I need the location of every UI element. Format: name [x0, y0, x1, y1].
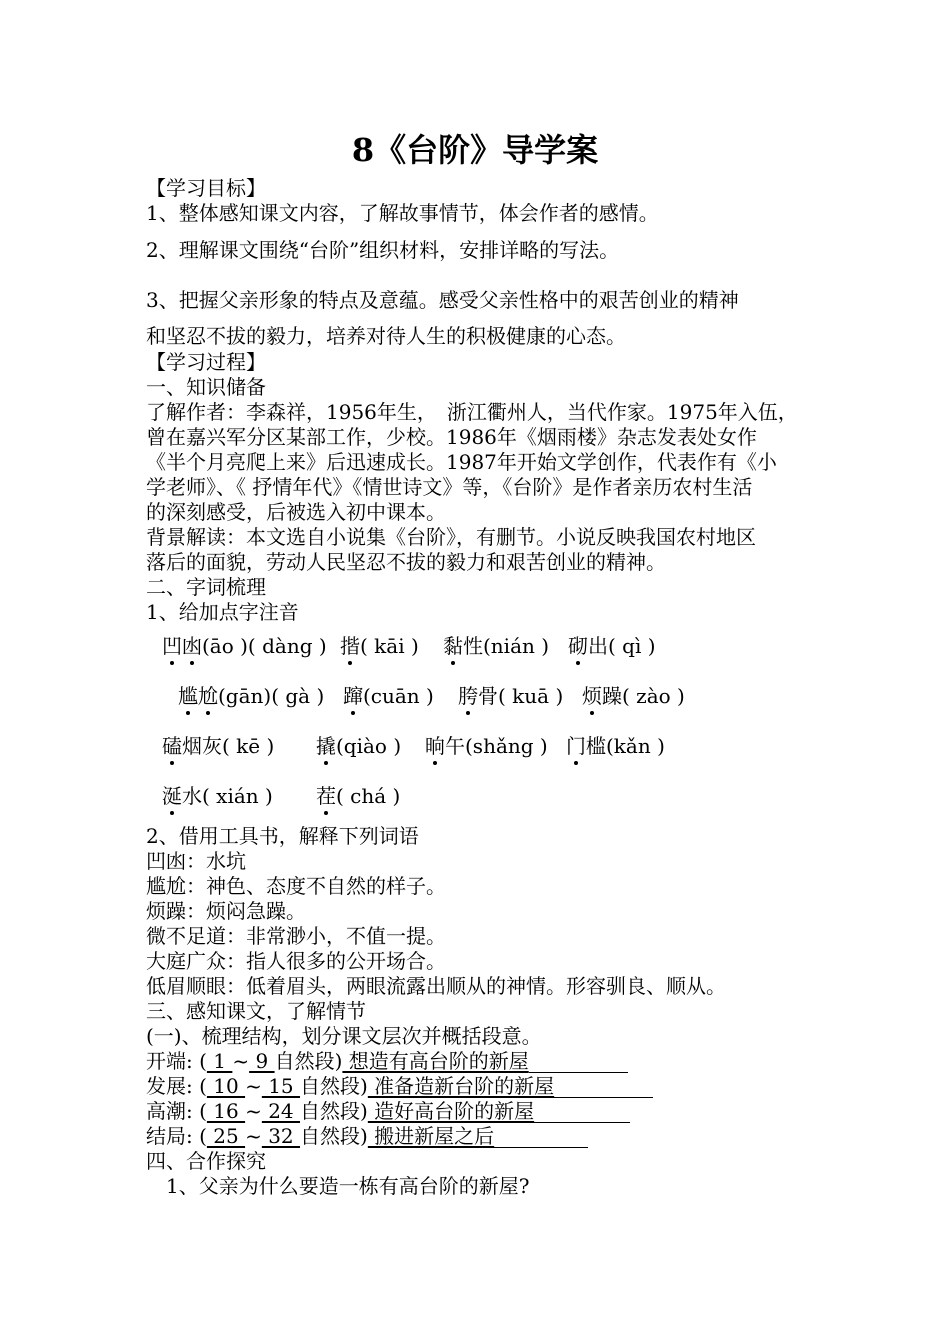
dotted-character: 凹 — [162, 634, 182, 658]
word-definition: 低眉顺眼：低着眉头，两眼流露出顺从的神情。形容驯良、顺从。 — [146, 974, 726, 998]
goals-heading: 【学习目标】 — [146, 176, 266, 200]
pinyin-answer: (cuān ) — [363, 684, 434, 708]
pinyin-item — [316, 783, 400, 809]
pinyin-answer: (shǎng ) — [465, 734, 548, 758]
goal-item: 2、理解课文围绕“台阶”组织材料，安排详略的写法。 — [146, 238, 620, 262]
pinyin-item — [566, 733, 665, 759]
question-1: 1、父亲为什么要造一栋有高台阶的新屋? — [166, 1174, 530, 1198]
pinyin-answer: ( kē ) — [222, 734, 275, 758]
paragraph-unit: 自然段) — [300, 1124, 368, 1148]
word-character: 出 — [588, 634, 608, 658]
word-definition: 大庭广众：指人很多的公开场合。 — [146, 949, 446, 973]
word-character: 水 — [182, 784, 202, 808]
pinyin-answer: (kǎn ) — [606, 734, 665, 758]
pinyin-item — [425, 733, 548, 759]
pinyin-answer: ( kuā ) — [498, 684, 564, 708]
answer-blank-line — [534, 1102, 629, 1123]
process-heading: 【学习过程】 — [146, 350, 266, 374]
structure-heading: (一)、梳理结构，划分课文层次并概括段意。 — [146, 1024, 542, 1048]
pinyin-item — [458, 683, 563, 709]
word-definition: 凹凼：水坑 — [146, 849, 246, 873]
author-line: 《半个月亮爬上来》后迅速成长。1987年开始文学创作，代表作有《小 — [146, 450, 777, 474]
pinyin-item — [316, 733, 401, 759]
dotted-character: 尴 — [178, 684, 198, 708]
paragraph-from: 25 — [206, 1124, 246, 1148]
structure-label: 结局: ( — [146, 1124, 207, 1148]
word-character: 凼 — [182, 634, 202, 658]
pinyin-item — [443, 633, 549, 659]
word-definition: 烦躁：烦闷急躁。 — [146, 899, 306, 923]
dotted-character: 烦 — [582, 684, 602, 708]
answer-blank-line — [494, 1127, 588, 1148]
paragraph-from: 1 — [206, 1049, 233, 1073]
author-line: 的深刻感受，后被选入初中课本。 — [146, 500, 446, 524]
paragraph-to: 15 — [261, 1074, 301, 1098]
paragraph-to: 32 — [261, 1124, 301, 1148]
goal-item: 1、整体感知课文内容，了解故事情节，体会作者的感情。 — [146, 201, 659, 225]
pinyin-answer: (āo )( dàng ) — [202, 634, 327, 658]
pinyin-item — [162, 633, 327, 659]
dotted-character: 涎 — [162, 784, 182, 808]
dotted-character: 磕 — [162, 734, 182, 758]
pinyin-item — [162, 783, 273, 809]
word-character: 性 — [463, 634, 483, 658]
pinyin-answer: (qiào ) — [336, 734, 402, 758]
section-summary: 搬进新屋之后 — [367, 1124, 495, 1148]
pinyin-answer: ( chá ) — [336, 784, 401, 808]
dotted-character: 黏 — [443, 634, 463, 658]
goal-item: 3、把握父亲形象的特点及意蕴。感受父亲性格中的艰苦创业的精神 — [146, 288, 739, 312]
section-heading-3: 三、感知课文，了解情节 — [146, 999, 366, 1023]
dotted-character: 蹿 — [343, 684, 363, 708]
word-definition: 尴尬：神色、态度不自然的样子。 — [146, 874, 446, 898]
paragraph-from: 10 — [206, 1074, 246, 1098]
range-tilde: ~ — [245, 1074, 262, 1098]
pinyin-answer: (nián ) — [483, 634, 550, 658]
range-tilde: ~ — [245, 1124, 262, 1148]
pinyin-item — [568, 633, 656, 659]
paragraph-to: 24 — [261, 1099, 301, 1123]
word-character: 槛 — [586, 734, 606, 758]
structure-label: 高潮: ( — [146, 1099, 207, 1123]
range-tilde: ~ — [232, 1049, 250, 1073]
structure-label: 开端: ( — [146, 1049, 207, 1073]
pinyin-answer: (gān)( gà ) — [218, 684, 325, 708]
pinyin-answer: ( zào ) — [622, 684, 685, 708]
paragraph-from: 16 — [206, 1099, 246, 1123]
dotted-character: 胯 — [458, 684, 478, 708]
pinyin-item — [340, 633, 419, 659]
section-heading-2: 二、字词梳理 — [146, 575, 266, 599]
author-line: 了解作者：李森祥，1956年生， 浙江衢州人，当代作家。1975年入伍， — [146, 400, 798, 424]
paragraph-unit: 自然段) — [300, 1099, 368, 1123]
word-character: 尬 — [198, 684, 218, 708]
word-character: 骨 — [478, 684, 498, 708]
dotted-character: 撬 — [316, 734, 336, 758]
pinyin-answer: ( xián ) — [202, 784, 273, 808]
words-heading: 2、借用工具书，解释下列词语 — [146, 824, 419, 848]
pinyin-heading: 1、给加点字注音 — [146, 600, 299, 624]
structure-row — [146, 1124, 588, 1148]
author-line: 学老师》、《 抒情年代》《情世诗文》等，《台阶》是作者亲历农村生活 — [146, 475, 753, 499]
structure-label: 发展: ( — [146, 1074, 207, 1098]
dotted-character: 门 — [566, 734, 586, 758]
goal-item: 和坚忍不拔的毅力，培养对待人生的积极健康的心态。 — [146, 324, 626, 348]
paragraph-unit: 自然段) — [274, 1049, 343, 1073]
paragraph-unit: 自然段) — [300, 1074, 368, 1098]
author-line: 曾在嘉兴军分区某部工作，少校。1986年《烟雨楼》杂志发表处女作 — [146, 425, 757, 449]
pinyin-item — [343, 683, 434, 709]
pinyin-item — [582, 683, 685, 709]
word-character: 午 — [445, 734, 465, 758]
dotted-character: 砌 — [568, 634, 588, 658]
dotted-character: 揩 — [340, 634, 360, 658]
section-heading-1: 一、知识储备 — [146, 375, 266, 399]
section-summary: 想造有高台阶的新屋 — [342, 1049, 529, 1073]
pinyin-answer: ( kāi ) — [360, 634, 419, 658]
answer-blank-line — [554, 1077, 653, 1098]
word-definition: 微不足道：非常渺小，不值一提。 — [146, 924, 446, 948]
structure-row — [146, 1049, 628, 1073]
section-summary: 准备造新台阶的新屋 — [367, 1074, 555, 1098]
pinyin-item — [178, 683, 324, 709]
structure-row — [146, 1099, 630, 1123]
pinyin-answer: ( qì ) — [608, 634, 656, 658]
section-heading-4: 四、合作探究 — [146, 1149, 266, 1173]
answer-blank-line — [529, 1052, 628, 1073]
background-line: 落后的面貌，劳动人民坚忍不拔的毅力和艰苦创业的精神。 — [146, 550, 666, 574]
word-character: 躁 — [602, 684, 622, 708]
range-tilde: ~ — [245, 1099, 262, 1123]
dotted-character: 茬 — [316, 784, 336, 808]
word-character: 烟灰 — [182, 734, 222, 758]
pinyin-item — [162, 733, 274, 759]
paragraph-to: 9 — [249, 1049, 275, 1073]
section-summary: 造好高台阶的新屋 — [367, 1099, 535, 1123]
structure-row — [146, 1074, 653, 1098]
dotted-character: 晌 — [425, 734, 445, 758]
background-line: 背景解读：本文选自小说集《台阶》，有删节。小说反映我国农村地区 — [146, 525, 756, 549]
page-title: 8《台阶》导学案 — [351, 131, 599, 169]
